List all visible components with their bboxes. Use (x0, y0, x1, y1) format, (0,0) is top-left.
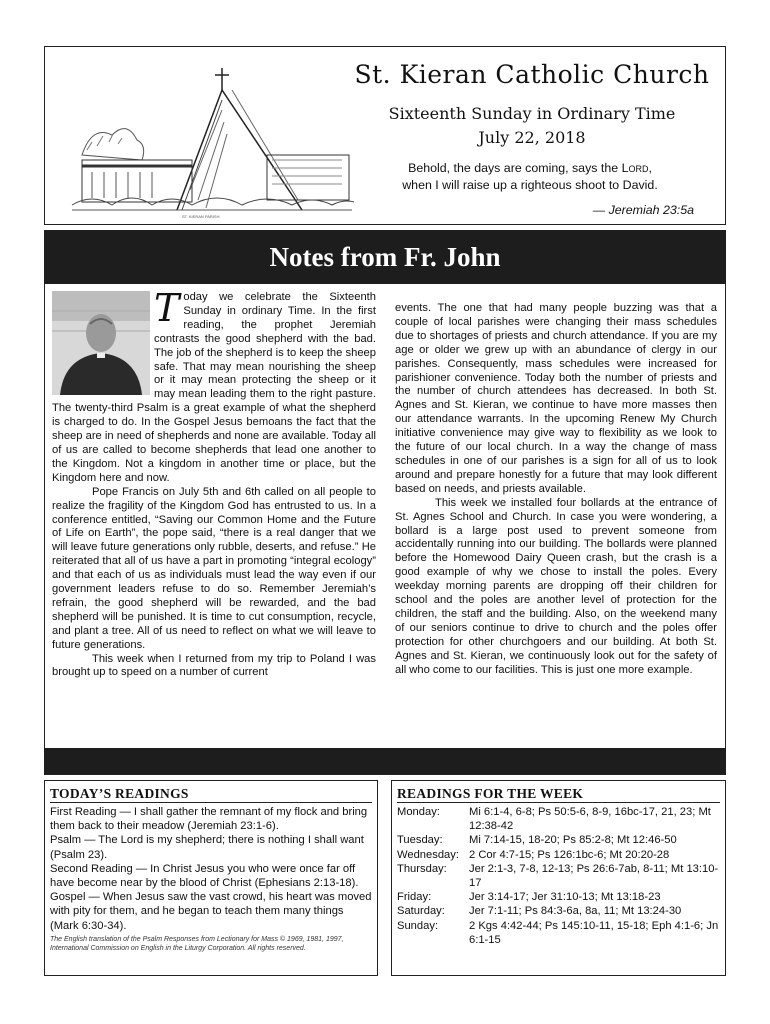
week-readings-title: READINGS FOR THE WEEK (397, 786, 584, 801)
reading-item (50, 890, 372, 933)
notes-paragraph-4: events. The one that had many people buzzing was that a couple of local parishes were changing their mass schedules due to shortages of priests and church attendance. If you are my age or older we grew up with an abundance of clergy in our parishes. Consequently, mass schedules were increased for parishioner convenience. Today both the number of priests and the number of church attendees has decreased. In both St. Agnes and St. Kieran, we continue to have more masses then our attendance warrants. In the upcoming Renew My Church initiative convenience may give way to flexibility as we look to the future of our local church. In a way the change of mass schedules in one of our parishes is a sign for all of us to look around and prepare honestly for a future that may look different based on needs, and priests available. (395, 302, 717, 495)
todays-readings-box (44, 780, 378, 976)
week-citation: Jer 7:1-11; Ps 84:3-6a, 8a, 11; Mt 13:24-30 (469, 905, 682, 918)
reading-item (50, 862, 372, 890)
week-day: Wednesday: (397, 848, 459, 861)
week-reading-row (392, 904, 725, 918)
week-reading-row (392, 805, 725, 833)
week-day: Sunday: (397, 919, 439, 932)
notes-paragraph-3: This week when I returned from my trip to Poland I was brought up to speed on a number of current (52, 652, 376, 679)
notes-column-right (395, 302, 717, 677)
notes-title: Notes from Fr. John (44, 230, 726, 284)
quote-comma: , (648, 161, 652, 175)
notes-paragraph-5: This week we installed four bollards at the entrance of St. Agnes School and Church. In case you were wondering, a bollard is a large post used to prevent someone from accidentally running into our building. The bollards were planned before the Homewood Dairy Queen crash, but the crash is a good example of why we chose to install the poles. Every weekday morning parents are dropping off their children for school and the poles are another level of protection for the children, the staff and the building. Also, on the weekend many of our seniors continue to drive to church and the poles offer protection for other churchgoers and our building. At both St. Agnes and St. Kieran, we continuously look out for the safety of all who come to our facilities. This is just one more example. (395, 496, 717, 676)
copyright-note: The English translation of the Psalm Responses from Lectionary for Mass © 1969, 1981, 1997, International Commission on English in the Liturgy Corporation. All rights reserved. (50, 935, 344, 952)
reading-text: — In Christ Jesus you who were once far off have become near by the blood of Christ (Ephesians 2:13-18). (50, 862, 359, 890)
reading-text: — The Lord is my shepherd; there is nothing I shall want (Psalm 23). (50, 834, 364, 861)
liturgical-sunday: Sixteenth Sunday in Ordinary Time (388, 104, 676, 123)
week-citation: Jer 2:1-3, 7-8, 12-13; Ps 26:6-7ab, 8-11; Mt 13:10-17 (469, 862, 719, 890)
week-readings-box (391, 780, 726, 976)
week-reading-row (392, 848, 725, 862)
week-day: Friday: (397, 891, 432, 904)
week-reading-row (392, 919, 725, 947)
reading-text: — I shall gather the remnant of my flock and bring them back to their meadow (Jeremiah 23:1-6). (50, 806, 368, 833)
week-citation: 2 Kgs 4:42-44; Ps 145:10-11, 15-18; Eph 4:1-6; Jn 6:1-15 (469, 919, 719, 946)
week-citation: Jer 3:14-17; Jer 31:10-13; Mt 13:18-23 (469, 891, 661, 904)
week-citation: 2 Cor 4:7-15; Ps 126:1bc-6; Mt 20:20-28 (469, 848, 670, 861)
reading-item (50, 805, 372, 833)
week-reading-row (392, 833, 725, 847)
reading-label: Second Reading (50, 862, 133, 875)
church-sketch-illustration (62, 60, 354, 220)
quote-lord: Lord (621, 161, 649, 175)
notes-bottom-bar (44, 748, 726, 774)
reading-label: Psalm (50, 834, 82, 847)
fr-john-photo (52, 291, 154, 401)
week-day: Monday: (397, 806, 440, 818)
quote-text-line2: when I will raise up a righteous shoot to David. (402, 178, 658, 192)
notes-column-left (52, 286, 376, 680)
bulletin-date: July 22, 2018 (478, 128, 586, 147)
week-reading-row (392, 890, 725, 904)
week-citation: Mi 6:1-4, 6-8; Ps 50:5-6, 8-9, 16bc-17, 21, 23; Mt 12:38-42 (469, 806, 711, 833)
todays-readings-list (45, 805, 377, 933)
notes-paragraph-2: Pope Francis on July 5th and 6th called on all people to realize the fragility of the Kingdom God has entrusted to us. In a conference entitled, “Saving our Common Home and the Future of Life on Earth”, the pope said, “there is a real danger that we will leave future generations only rubble, deserts, and refuse.” He reiterated that all of us have a part in promoting “integral ecology” and that each of us as individuals must lead the way even if our government leaders refuse to do so. Remember Jeremiah’s refrain, the good shepherd will be rewarded, and the bad shepherd will be punished. It is time to cut consumption, recycle, and plant a tree. All of us need to reflect on what we will leave to future generations. (52, 485, 376, 651)
church-name: St. Kieran Catholic Church (354, 60, 710, 89)
scripture-reference: — Jeremiah 23:5a (592, 203, 694, 217)
notes-paragraph-1: oday we celebrate the Sixteenth Sunday in ordinary Time. In the first reading, the prophet Jeremiah contrasts the good shepherd with the bad. The job of the shepherd is to keep the sheep safe. That may mean nourishing the sheep or it may mean protecting the sheep or it may mean leading them to the right pasture. The twenty-third Psalm is a great example of what the shepherd is charged to do. In the Gospel Jesus bemoans the fact that the sheep are in need of shepherds and none are available. Today all of us are called to become shepherds that lead one another to the Kingdom. Not a kingdom in another time or place, but the Kingdom here and now. (52, 291, 376, 484)
title-rule (397, 802, 720, 803)
reading-text: — When Jesus saw the vast crowd, his heart was moved with pity for them, and he began to teach them many things (Mark 6:30-34). (50, 891, 372, 932)
title-rule (50, 802, 372, 803)
drop-cap: T (154, 286, 180, 330)
svg-text:ST. KIERAN PARISH: ST. KIERAN PARISH (182, 214, 220, 219)
week-reading-row (392, 862, 725, 890)
reading-item (50, 833, 372, 861)
week-day: Thursday: (397, 862, 447, 875)
reading-label: First Reading (50, 806, 117, 818)
week-day: Saturday: (397, 905, 445, 918)
week-day: Tuesday: (397, 834, 443, 847)
week-citation: Mi 7:14-15, 18-20; Ps 85:2-8; Mt 12:46-50 (469, 834, 677, 847)
todays-readings-title: TODAY’S READINGS (50, 786, 189, 801)
scripture-quote (360, 160, 700, 194)
reading-label: Gospel (50, 891, 86, 904)
quote-text: Behold, the days are coming, says the (408, 161, 622, 175)
